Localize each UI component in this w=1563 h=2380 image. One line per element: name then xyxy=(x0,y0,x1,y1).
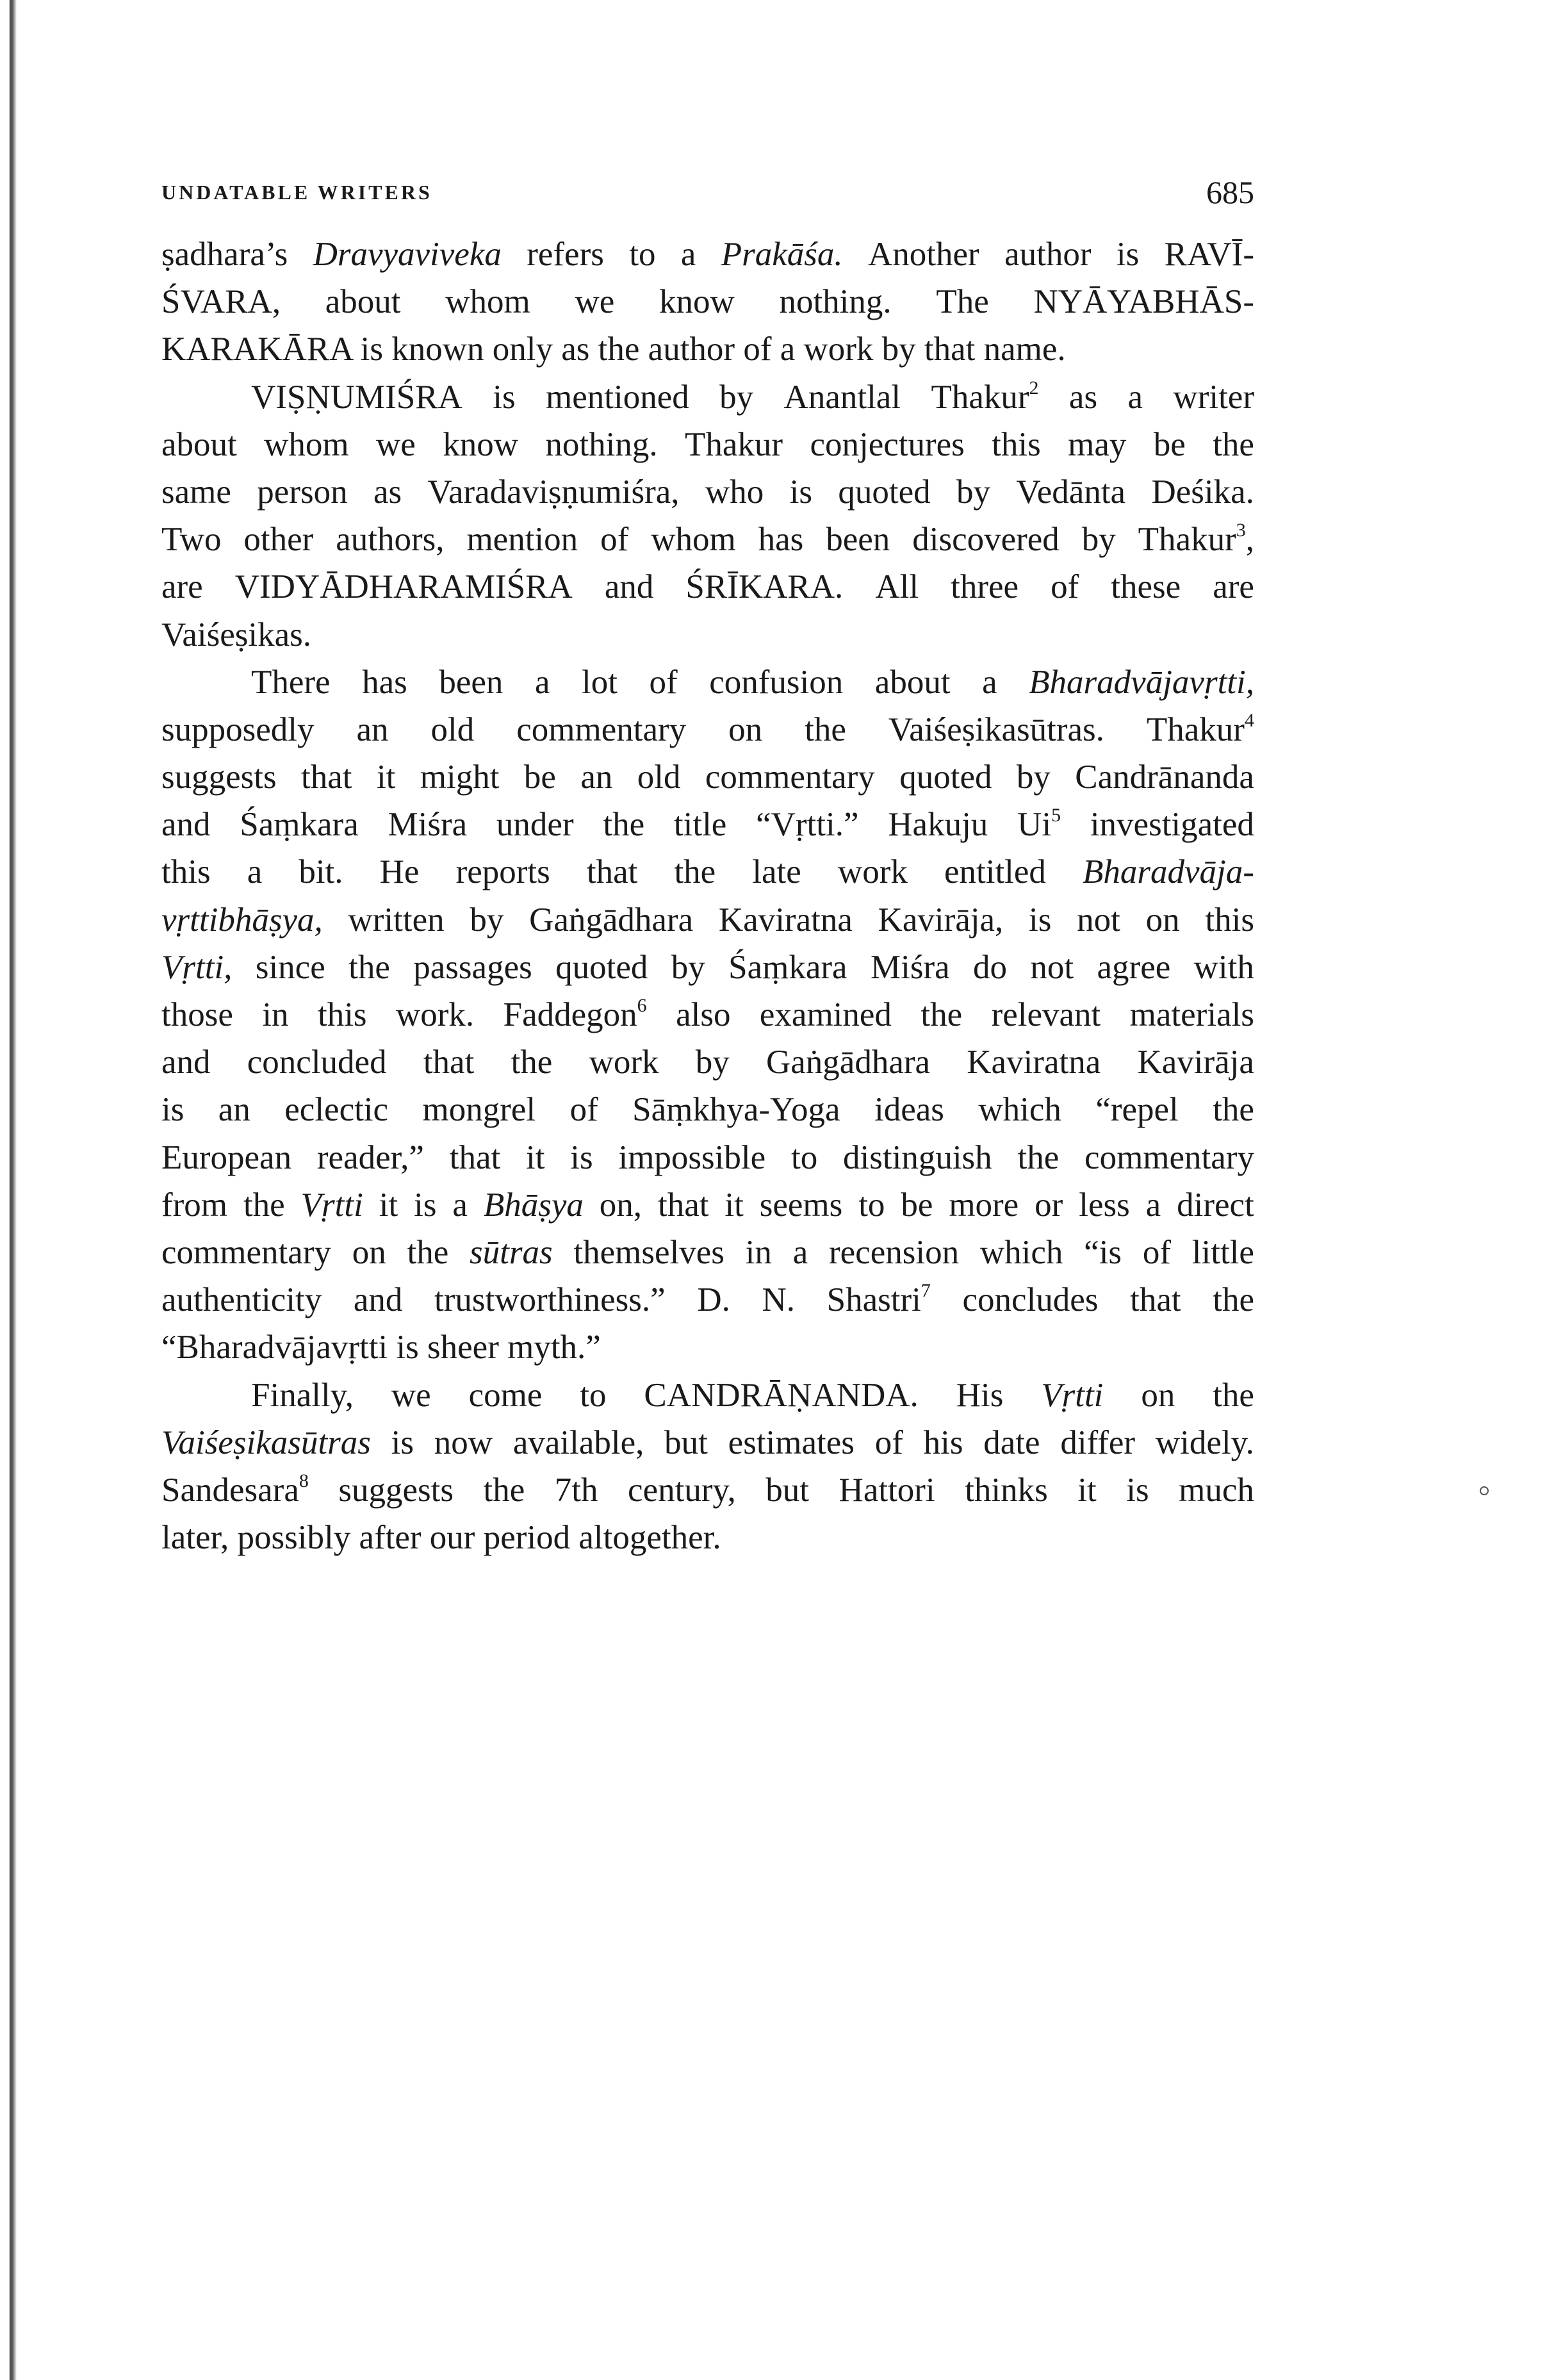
body-text xyxy=(161,231,1254,1561)
text-line: later, possibly after our period altogether. xyxy=(161,1519,721,1557)
text-line: Sandesara$^8$ suggests the 7th century, but Hattori thinks it is much xyxy=(161,1470,1254,1509)
text-line: this a bit. He reports that the late work entitled Bharadvāja- xyxy=(161,853,1254,891)
paragraph xyxy=(161,231,1254,373)
paragraph xyxy=(161,373,1254,659)
paragraph xyxy=(161,659,1254,1372)
footnote-marker: 4 xyxy=(1244,709,1254,731)
page-binding-edge xyxy=(0,0,38,2380)
text-line: Finally, we come to CANDRĀṆANDA. His Vṛtti on the xyxy=(251,1376,1254,1414)
footnote-marker: 8 xyxy=(299,1470,309,1491)
text-line: Vaiśeṣikasūtras is now available, but estimates of his date differ widely. xyxy=(161,1424,1254,1461)
text-line: Vṛtti, since the passages quoted by Śaṃkara Miśra do not agree with xyxy=(161,948,1254,986)
text-line: is an eclectic mongrel of Sāṃkhya-Yoga ideas which “repel the xyxy=(161,1091,1254,1129)
text-line: suggests that it might be an old commentary quoted by Candrānanda xyxy=(161,759,1254,796)
text-line: and Śaṃkara Miśra under the title “Vṛtti.” Hakuju Ui$^5$ investigated xyxy=(161,805,1254,844)
text-line: vṛttibhāṣya, written by Gaṅgādhara Kaviratna Kavirāja, is not on this xyxy=(161,901,1254,939)
page-number: 685 xyxy=(1206,174,1254,210)
text-line: are VIDYĀDHARAMIŚRA and ŚRĪKARA. All three of these are xyxy=(161,568,1254,606)
text-line: Two other authors, mention of whom has been discovered by Thakur$^3$, xyxy=(161,520,1254,559)
text-line: from the Vṛtti it is a Bhāṣya on, that it seems to be more or less a direct xyxy=(161,1186,1254,1224)
text-line: authenticity and trustworthiness.” D. N. Shastri$^7$ concludes that the xyxy=(161,1280,1254,1319)
footnote-marker: 2 xyxy=(1029,377,1039,398)
text-line: “Bharadvājavṛtti is sheer myth.” xyxy=(161,1329,601,1366)
footnote-marker: 7 xyxy=(921,1280,931,1302)
text-line: ṣadhara’s Dravyaviveka refers to a Prakāśa. Another author is RAVĪ- xyxy=(161,236,1254,273)
running-title: UNDATABLE WRITERS xyxy=(161,181,432,204)
text-line: VIṢṆUMIŚRA is mentioned by Anantlal Thakur$^2$ as a writer xyxy=(251,377,1254,416)
running-head xyxy=(161,173,1254,211)
footnote-marker: 6 xyxy=(637,995,647,1016)
text-line: KARAKĀRA is known only as the author of a work by that name. xyxy=(161,331,1066,368)
footnote-marker: 5 xyxy=(1051,805,1061,826)
text-line: those in this work. Faddegon$^6$ also examined the relevant materials xyxy=(161,995,1254,1033)
text-line: and concluded that the work by Gaṅgādhara Kaviratna Kavirāja xyxy=(161,1044,1254,1081)
text-line: commentary on the sūtras themselves in a recension which “is of little xyxy=(161,1233,1254,1271)
text-line: There has been a lot of confusion about a Bharadvājavṛtti, xyxy=(251,663,1254,701)
text-line: European reader,” that it is impossible to distinguish the commentary xyxy=(161,1138,1254,1176)
margin-mark xyxy=(1480,1486,1489,1495)
paragraph xyxy=(161,1372,1254,1562)
footnote-marker: 3 xyxy=(1236,520,1246,541)
text-line: about whom we know nothing. Thakur conjectures this may be the xyxy=(161,425,1254,463)
text-line: same person as Varadaviṣṇumiśra, who is quoted by Vedānta Deśika. xyxy=(161,473,1254,511)
text-line: supposedly an old commentary on the Vaiśeṣikasūtras. Thakur$^4$ xyxy=(161,709,1254,748)
text-line: ŚVARA, about whom we know nothing. The NYĀYABHĀS- xyxy=(161,283,1254,321)
text-line: Vaiśeṣikas. xyxy=(161,616,312,653)
